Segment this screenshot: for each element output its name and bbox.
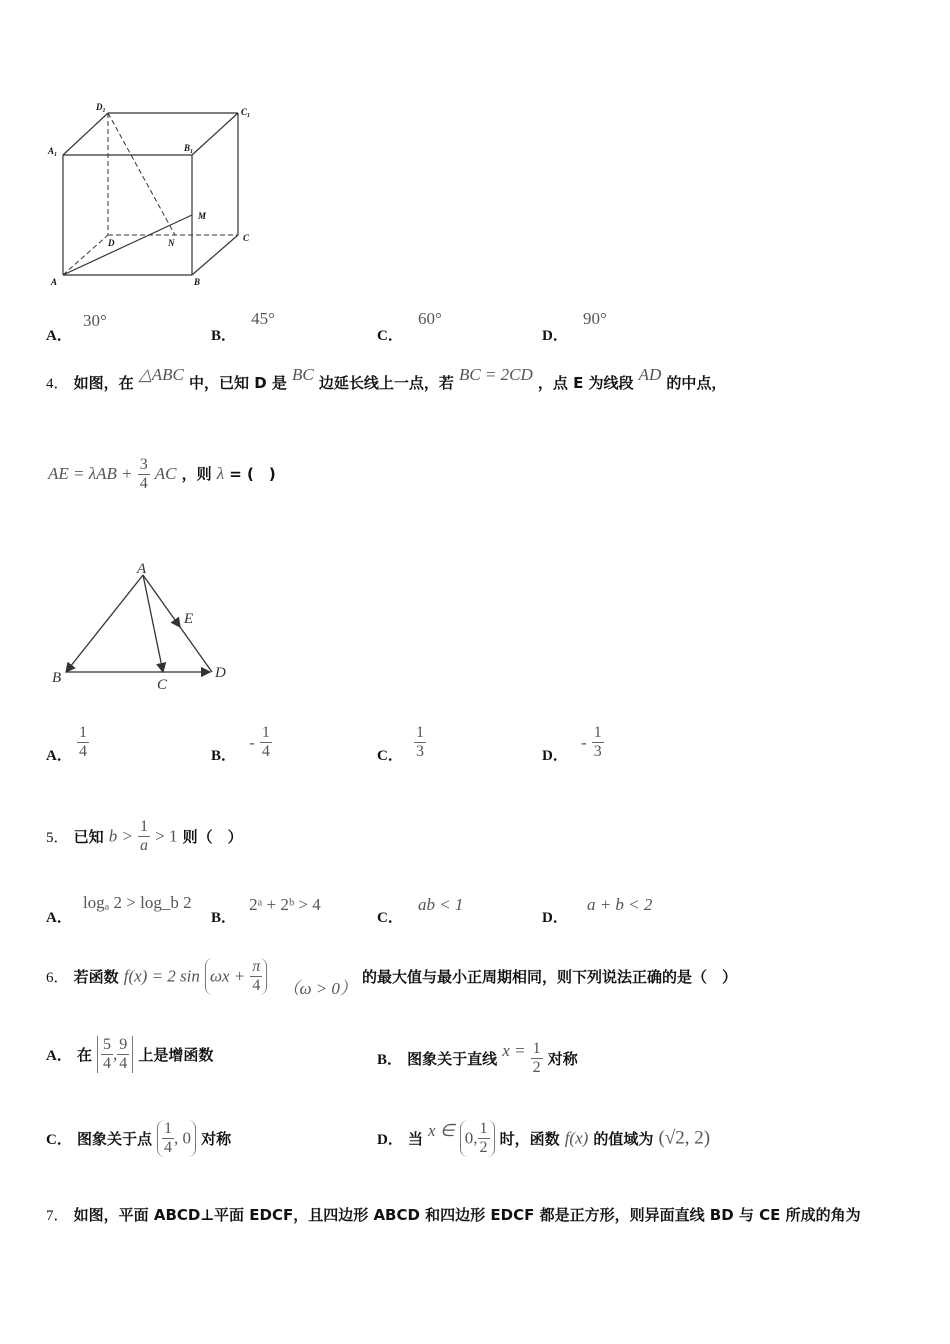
math-omega-condition: （ω > 0） [282,979,357,998]
option-letter: B． [377,1052,403,1068]
q3-option-a[interactable] [46,310,107,344]
stem-text: ，则 [181,465,212,483]
q5-option-a[interactable] [46,892,192,926]
option-expression: ab < 1 [417,895,464,914]
option-text: 的值域为 [593,1130,654,1148]
stem-text: 中，已知 D 是 [189,374,287,392]
option-letter: D． [377,1132,403,1148]
label-A: A [51,277,58,287]
q3-option-b[interactable] [211,308,275,344]
math-b-gt: b > [108,826,133,846]
option-fraction: $\frac{1}{2}$ [532,1040,541,1076]
q4-option-c[interactable] [377,724,426,764]
q5-stem [46,818,243,855]
q4-stem-line2 [48,456,276,493]
q4-option-d[interactable] [542,724,604,764]
option-value: 45° [251,309,275,328]
vector-A-B [66,575,143,672]
option-letter: A． [46,748,72,764]
question-number: 4． [46,376,69,392]
label-B: B [194,277,201,287]
q4-option-b[interactable] [211,724,272,764]
option-sign: - [580,732,587,752]
stem-text: 如图，平面 ABCD⊥平面 EDCF，且四边形 ABCD 和四边形 EDCF 都是正方形，则异面直线 BD 与 CE 所成的角为 [73,1206,861,1224]
option-letter: D． [542,910,568,926]
option-text: 对称 [201,1130,232,1148]
math-ad: AD [638,365,662,384]
point: $\frac{1}{4}$ , 0 [157,1120,196,1157]
q5-option-c[interactable] [377,894,464,926]
option-text: 当 [407,1130,423,1148]
edge-B1-C1 [192,113,238,155]
option-expression: logₐ 2 > log_b 2 [82,893,192,912]
option-letter: D． [542,748,568,764]
math-function: f(x) = 2 sin [123,966,200,986]
q6-option-d[interactable] [377,1120,710,1157]
math-equation-rhs: AC [154,464,177,483]
math-range: (√2, 2) [658,1127,711,1149]
fraction-one-over-a: $\frac{1}{a}$ [140,818,149,854]
math-triangle: △ABC [138,365,184,384]
q7-stem [46,1204,861,1225]
label-M: M [198,211,207,221]
option-expression: a + b < 2 [586,895,653,914]
q5-option-d[interactable] [542,894,653,926]
question-number: 5． [46,830,69,846]
q6-option-b[interactable] [377,1040,578,1077]
label-B: B [52,670,62,686]
option-letter: C． [46,1132,72,1148]
option-fraction: $\frac{1}{3}$ [593,724,602,760]
q5-option-b[interactable] [211,894,321,926]
stem-text: 已知 [73,828,104,846]
math-condition: BC = 2CD [458,365,533,384]
label-A: A [137,561,147,577]
q3-option-c[interactable] [377,308,442,344]
label-C: C [243,233,250,243]
sin-argument: ωx + $\frac{\pi}{4}$ [205,958,267,995]
label-D1: $D_1$ [96,102,106,114]
option-fraction: $\frac{1}{4}$ [261,724,270,760]
label-D: D [108,238,115,248]
stem-text: = ( ) [229,465,276,483]
math-x-in: x ∈ [428,1120,455,1140]
math-bc: BC [292,365,314,384]
label-C1: $C_1$ [241,107,251,119]
option-text: 对称 [547,1050,578,1068]
option-text: 图象关于点 [76,1130,152,1148]
q6-option-a[interactable] [46,1036,213,1073]
stem-text: ，点 E 为线段 [537,374,634,392]
stem-text: 若函数 [73,968,119,986]
stem-text: 的中点， [666,374,727,392]
option-letter: C． [377,748,403,764]
option-letter: B． [211,748,237,764]
label-E: E [184,611,194,627]
question-number: 6． [46,970,69,986]
label-N: N [168,238,175,248]
label-D: D [215,665,226,681]
segment-E-D [180,627,212,672]
interval: 0, $\frac{1}{2}$ [460,1120,495,1157]
math-lambda: λ [216,464,225,483]
question-number: 7． [46,1208,69,1224]
math-equation-lhs: AE = λAB + [48,464,133,483]
stem-text: 则（ ） [182,828,243,846]
label-C: C [157,677,168,693]
option-letter: C． [377,910,403,926]
option-text: 图象关于直线 [407,1050,498,1068]
option-letter: A． [46,1048,72,1064]
edge-A1-D1 [63,113,108,155]
edge-B-C [192,235,238,275]
triangle-figure [45,555,245,695]
math-gt-one: > 1 [155,826,178,846]
option-letter: B． [211,910,237,926]
q6-stem [46,958,738,998]
option-letter: A． [46,328,72,344]
option-letter: C． [377,328,403,344]
label-A1: $A_1$ [48,146,58,158]
cube-figure [40,95,270,295]
segment-D1-N [108,113,175,235]
stem-text: 如图，在 [73,374,134,392]
edge-A-D [63,235,108,275]
math-x-equals: x = [502,1040,526,1060]
q6-option-c[interactable] [46,1120,231,1157]
stem-text: 边延长线上一点，若 [318,374,454,392]
fraction-three-quarters: $\frac{3}{4}$ [139,456,148,492]
option-value: 30° [82,311,107,330]
option-fraction: $\frac{1}{3}$ [415,724,424,760]
label-B1: $B_1$ [184,143,194,155]
option-letter: D． [542,328,568,344]
q3-option-d[interactable] [542,308,607,344]
option-value: 90° [582,309,607,328]
option-sign: - [249,732,255,752]
option-text: 在 [76,1046,92,1064]
option-text: 上是增函数 [138,1046,214,1064]
option-expression: 2ᵃ + 2ᵇ > 4 [249,895,321,914]
option-letter: A． [46,910,72,926]
stem-text: 的最大值与最小正周期相同，则下列说法正确的是（ ） [362,968,738,986]
q4-stem-line1 [46,365,727,393]
q4-option-a[interactable] [46,724,89,764]
option-value: 60° [417,309,442,328]
option-text: 时，函数 [499,1130,560,1148]
math-function: f(x) [564,1128,589,1148]
interval: $\frac{5}{4}$ , $\frac{9}{4}$ [97,1036,133,1073]
option-letter: B． [211,328,237,344]
option-fraction: $\frac{1}{4}$ [78,724,87,760]
